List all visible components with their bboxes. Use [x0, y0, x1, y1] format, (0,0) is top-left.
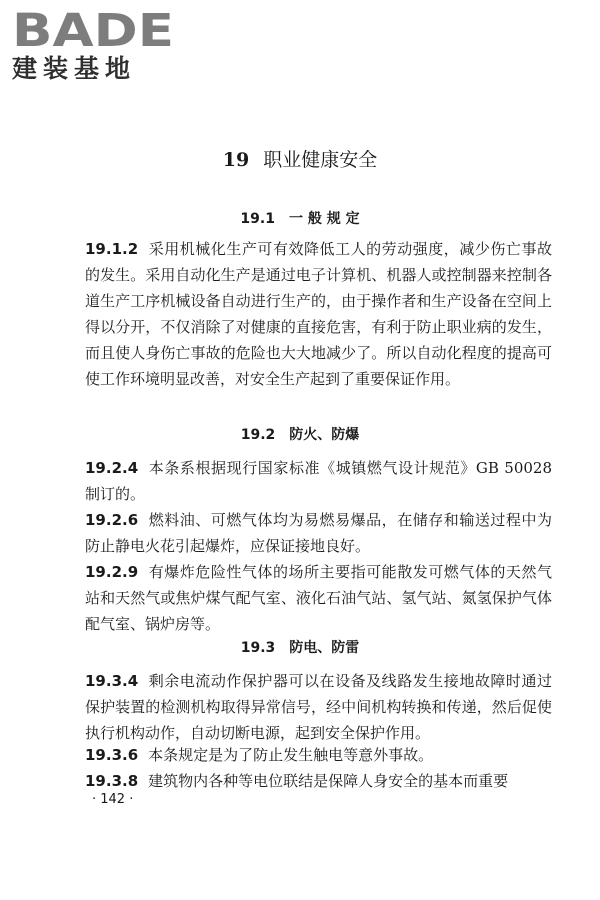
- section-heading: [0, 208, 600, 228]
- bade-wordmark: [12, 8, 177, 48]
- bade-logo: [12, 8, 177, 84]
- paragraph: [85, 455, 552, 507]
- section-title: 防电、防雷: [289, 640, 360, 656]
- paragraph: [85, 742, 552, 768]
- clause-number: 19.3.8: [85, 772, 139, 790]
- logo-subtitle: 建装基地: [12, 54, 137, 83]
- clause-text: 建筑物内各种等电位联结是保障人身安全的基本而重要: [148, 772, 509, 790]
- clause-text: 剩余电流动作保护器可以在设备及线路发生接地故障时通过保护装置的检测机构取得异常信号，经中间机构转换和传递，然后促使执行机构动作，自动切断电源，起到安全保护作用。: [85, 672, 552, 742]
- paragraph: [85, 236, 552, 392]
- section-number: 19.2: [240, 427, 276, 443]
- paragraph: [85, 507, 552, 559]
- chapter-number: 19: [222, 149, 250, 171]
- clause-number: 19.1.2: [85, 240, 139, 258]
- section-title: 防火、防爆: [289, 427, 360, 443]
- clause-text: 燃料油、可燃气体均为易燃易爆品，在储存和输送过程中为防止静电火花引起爆炸，应保证接地良好。: [85, 511, 552, 555]
- clause-text: 本条系根据现行国家标准《城镇燃气设计规范》GB 50028制订的。: [85, 459, 552, 503]
- section-heading: [0, 424, 600, 444]
- clause-text: 本条规定是为了防止发生触电等意外事故。: [148, 746, 434, 764]
- section-number: 19.3: [240, 640, 276, 656]
- clause-text: 有爆炸危险性气体的场所主要指可能散发可燃气体的天然气站和天然气或焦炉煤气配气室、液化石油气站、氢气站、氮氢保护气体配气室、锅炉房等。: [85, 563, 552, 633]
- chapter-heading: [0, 145, 600, 172]
- chapter-title: 职业健康安全: [263, 149, 378, 171]
- clause-number: 19.3.6: [85, 746, 139, 764]
- section-number: 19.1: [240, 211, 275, 227]
- section-heading: [0, 637, 600, 657]
- clause-number: 19.2.9: [85, 563, 139, 581]
- clause-number: 19.2.6: [85, 511, 139, 529]
- page-number: · 142 ·: [92, 792, 134, 807]
- clause-text: 采用机械化生产可有效降低工人的劳动强度，减少伤亡事故的发生。采用自动化生产是通过电子计算机、机器人或控制器来控制各道生产工序机械设备自动进行生产的，由于操作者和生产设备在空间上得以分开，不仅消除了对健康的直接危害，有利于防止职业病的发生，而且使人身伤亡事故的危险也大大地减少了。所以自动化程度的提高可使工作环境明显改善，对安全生产起到了重要保证作用。: [85, 240, 552, 388]
- paragraph: [85, 668, 552, 746]
- paragraph: [85, 768, 552, 794]
- clause-number: 19.2.4: [85, 459, 139, 477]
- clause-number: 19.3.4: [85, 672, 139, 690]
- paragraph: [85, 559, 552, 637]
- svg-text:BADE: BADE: [12, 8, 174, 48]
- section-title: 一 般 规 定: [288, 211, 360, 227]
